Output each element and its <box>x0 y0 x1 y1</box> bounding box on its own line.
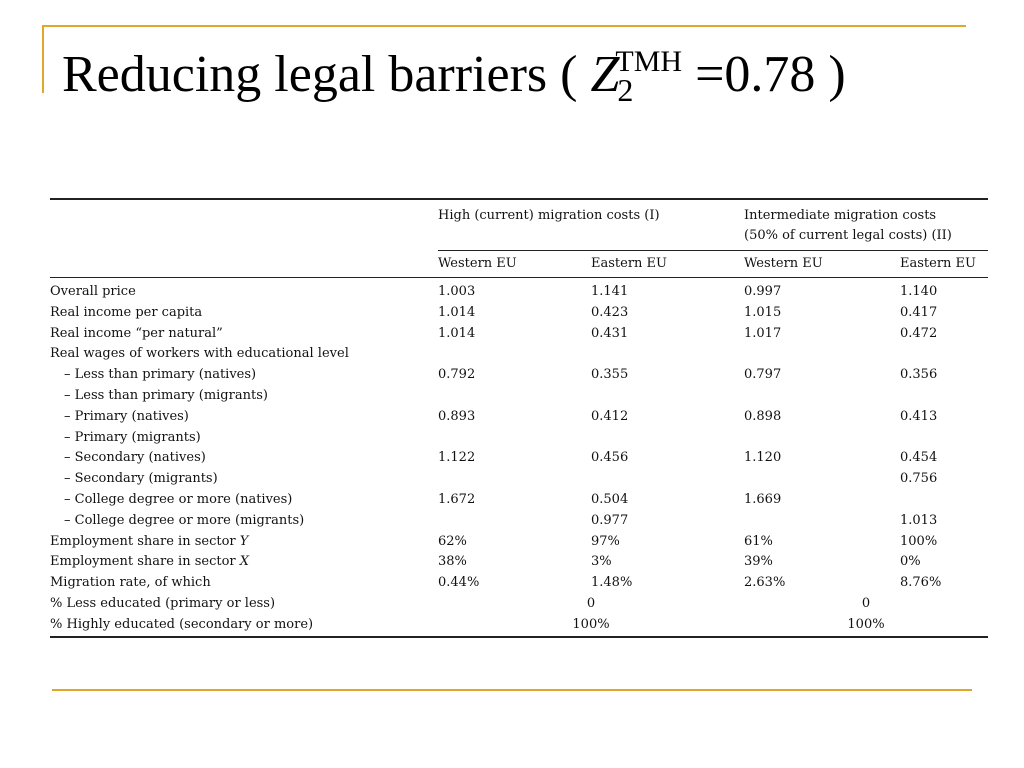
value-cell <box>438 511 591 532</box>
value-cell: 0.797 <box>744 367 782 383</box>
row-label: % Highly educated (secondary or more) <box>50 615 438 637</box>
value-cell: 0.423 <box>591 304 629 320</box>
value-cell: 0.44% <box>438 575 480 591</box>
results-table <box>50 198 988 638</box>
value-cell: 39% <box>744 554 773 570</box>
row-label: Migration rate, of which <box>50 575 211 591</box>
value-cell <box>744 386 900 407</box>
title-prefix: Reducing legal barriers ( <box>62 46 591 103</box>
sub-header-western-eu-1: Western EU <box>438 251 591 278</box>
value-cell: 1.122 <box>438 450 476 466</box>
row-label: – Secondary (natives) <box>64 450 206 466</box>
value-cell: 0% <box>900 554 921 570</box>
value-cell: 0.356 <box>900 367 938 383</box>
header-empty-cell <box>50 200 438 251</box>
span-value-cell: 100% <box>438 615 744 637</box>
value-cell: 1.014 <box>438 304 476 320</box>
sub-header-western-eu-2: Western EU <box>744 251 900 278</box>
row-label: – Primary (migrants) <box>64 429 201 445</box>
table-row <box>50 490 988 511</box>
value-cell <box>438 469 591 490</box>
value-cell: 0.355 <box>591 367 629 383</box>
value-cell: 1.003 <box>438 284 476 299</box>
value-cell <box>438 344 591 365</box>
table-row <box>50 344 988 365</box>
value-cell: 0.898 <box>744 408 782 424</box>
value-cell: 0.472 <box>900 325 938 341</box>
value-cell: 1.669 <box>744 491 782 507</box>
value-cell: 1.140 <box>900 284 938 299</box>
value-cell <box>744 428 900 449</box>
table-row <box>50 594 988 615</box>
value-cell: 2.63% <box>744 575 786 591</box>
title-math-subscript: 2 <box>617 72 634 108</box>
value-cell <box>744 511 900 532</box>
row-label: – Secondary (migrants) <box>64 471 218 487</box>
value-cell: 0.431 <box>591 325 629 341</box>
value-cell: 1.120 <box>744 450 782 466</box>
value-cell: 0.413 <box>900 408 938 424</box>
value-cell: 0.412 <box>591 408 629 424</box>
value-cell: 1.013 <box>900 512 938 528</box>
row-label: Overall price <box>50 284 136 299</box>
value-cell: 0.792 <box>438 367 476 383</box>
row-label: Real income per capita <box>50 304 203 320</box>
bottom-accent-line <box>52 689 972 691</box>
table-row <box>50 615 988 637</box>
value-cell: 62% <box>438 533 467 549</box>
table-row <box>50 552 988 573</box>
table-group-header-row <box>50 200 988 251</box>
row-label: – College degree or more (migrants) <box>64 512 305 528</box>
value-cell: 0.456 <box>591 450 629 466</box>
row-label: Real wages of workers with educational level <box>50 346 349 362</box>
value-cell <box>438 428 591 449</box>
value-cell: 38% <box>438 554 467 570</box>
span-value-cell: 0 <box>861 595 871 611</box>
span-value-cell: 100% <box>744 615 988 637</box>
span-value-cell: 0 <box>586 595 596 611</box>
value-cell <box>591 386 744 407</box>
row-label: – Less than primary (natives) <box>64 367 257 383</box>
value-cell <box>900 386 988 407</box>
value-cell: 0.417 <box>900 304 938 320</box>
title-accent-line-left <box>42 25 44 93</box>
value-cell <box>591 344 744 365</box>
value-cell <box>744 344 900 365</box>
value-cell: 0.893 <box>438 408 476 424</box>
value-cell: 0.997 <box>744 284 782 299</box>
value-cell: 1.672 <box>438 491 476 507</box>
table-row <box>50 448 988 469</box>
value-cell: 0.977 <box>591 512 629 528</box>
table-row <box>50 469 988 490</box>
group-header-high-costs: High (current) migration costs (I) <box>438 208 660 223</box>
row-label: Employment share in sector Y <box>50 533 249 549</box>
value-cell: 0.756 <box>900 471 938 487</box>
table-row <box>50 428 988 449</box>
row-label: – College degree or more (natives) <box>64 491 293 507</box>
value-cell <box>900 344 988 365</box>
table-row <box>50 511 988 532</box>
value-cell: 97% <box>591 533 620 549</box>
value-cell: 1.015 <box>744 304 782 320</box>
sub-header-eastern-eu-2: Eastern EU <box>900 251 988 278</box>
value-cell: 3% <box>591 554 612 570</box>
table-row <box>50 365 988 386</box>
value-cell: 100% <box>900 533 938 549</box>
value-cell: 0.454 <box>900 450 938 466</box>
value-cell: 61% <box>744 533 773 549</box>
value-cell <box>900 428 988 449</box>
title-accent-line-top <box>42 25 966 27</box>
value-cell: 1.141 <box>591 284 629 299</box>
table-row <box>50 573 988 594</box>
table-row <box>50 386 988 407</box>
table-row <box>50 278 988 303</box>
row-label: Real income “per natural” <box>50 325 223 341</box>
table-row <box>50 532 988 553</box>
table-sub-header-row <box>50 251 988 278</box>
slide-title <box>62 40 846 117</box>
value-cell: 0.504 <box>591 491 629 507</box>
value-cell <box>438 386 591 407</box>
value-cell: 1.48% <box>591 575 633 591</box>
table-row <box>50 407 988 428</box>
value-cell: 1.014 <box>438 325 476 341</box>
sub-header-eastern-eu-1: Eastern EU <box>591 251 744 278</box>
row-label: Employment share in sector X <box>50 554 250 570</box>
row-label: – Primary (natives) <box>64 408 189 424</box>
value-cell <box>744 469 900 490</box>
title-suffix: =0.78 ) <box>682 46 846 103</box>
group-header-intermediate-costs: Intermediate migration costs (50% of current legal costs) (II) <box>744 208 952 243</box>
table-row <box>50 303 988 324</box>
table-body <box>50 278 988 637</box>
value-cell <box>591 428 744 449</box>
row-label: – Less than primary (migrants) <box>64 387 268 403</box>
value-cell: 8.76% <box>900 575 942 591</box>
value-cell: 1.017 <box>744 325 782 341</box>
value-cell <box>591 469 744 490</box>
title-math-superscript: TMH <box>615 45 683 78</box>
table-row <box>50 324 988 345</box>
value-cell <box>900 490 988 511</box>
title-math-variable: Z <box>590 46 620 103</box>
row-label: % Less educated (primary or less) <box>50 595 276 611</box>
header-empty-cell <box>50 251 438 278</box>
